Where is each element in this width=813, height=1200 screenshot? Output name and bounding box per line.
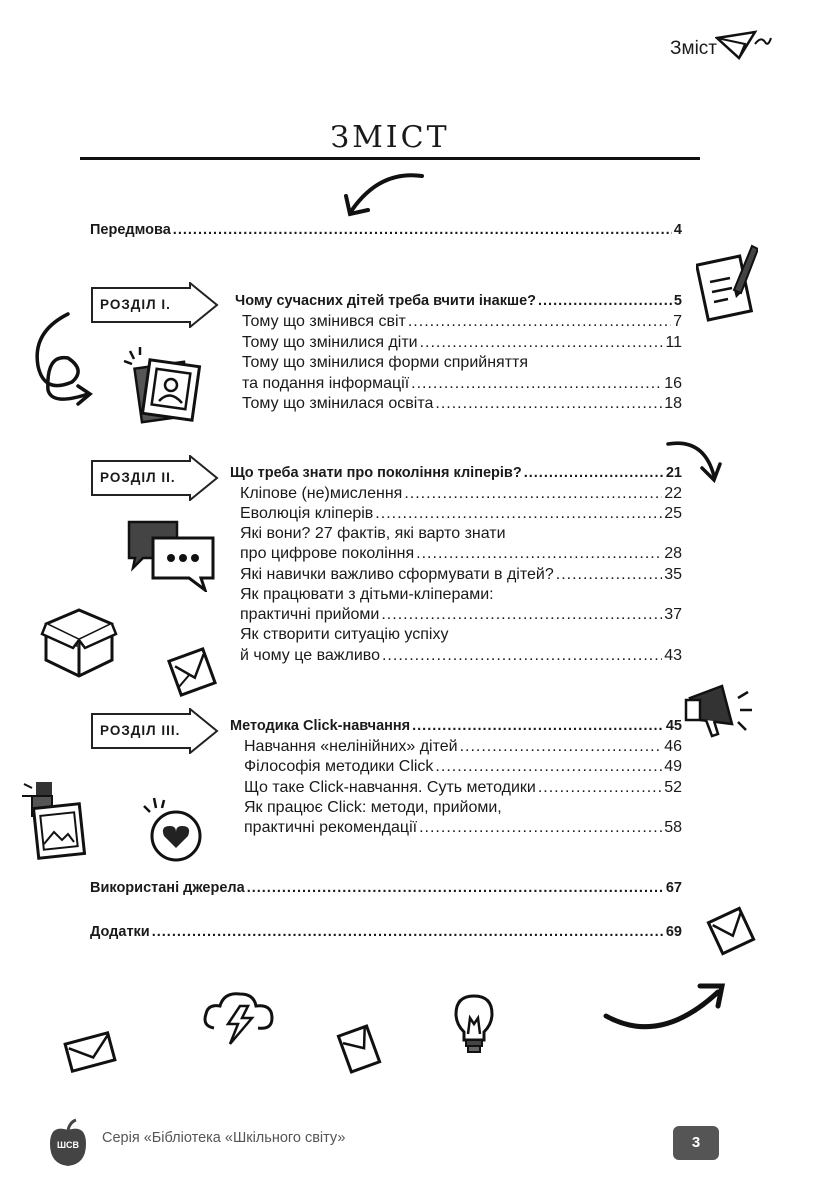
toc-entry-text: Кліпове (не)мислення [240, 485, 403, 502]
section-badge-2-holder [90, 455, 200, 501]
swoosh-arrow-icon [600, 976, 730, 1036]
storm-cloud-icon [200, 986, 280, 1048]
toc-foreword[interactable] [90, 222, 682, 238]
leader-dots [375, 505, 662, 523]
leader-dots [419, 819, 662, 837]
leader-dots [408, 313, 671, 331]
toc-entry-text: практичні рекомендації [244, 819, 418, 836]
toc-entry-first-line[interactable]: Як працює Click: методи, прийоми, [244, 799, 502, 816]
toc-entry[interactable] [244, 738, 682, 756]
toc-entry-text: Еволюція кліперів [240, 505, 374, 522]
leader-dots [435, 758, 662, 776]
toc-entry-text: про цифрове покоління [240, 545, 415, 562]
toc-title: Передмова [90, 222, 171, 238]
toc-entry-first-line[interactable]: Як створити ситуацію успіху [240, 626, 449, 643]
leader-dots [152, 924, 664, 940]
toc-page: 22 [664, 485, 682, 502]
toc-entry[interactable] [244, 779, 682, 797]
toc-entry[interactable] [244, 819, 682, 837]
section-label-1: РОЗДІЛ I. [100, 297, 171, 312]
toc-entry[interactable] [242, 313, 682, 331]
curved-arrow-right-icon [664, 436, 724, 486]
page-number: 3 [673, 1126, 719, 1160]
toc-appendix[interactable] [90, 924, 682, 940]
toc-entry[interactable] [240, 606, 682, 624]
leader-dots [416, 545, 662, 563]
leader-dots [435, 395, 662, 413]
toc-entry-text: Тому що змінився світ [242, 313, 406, 330]
leader-dots [173, 222, 672, 238]
toc-entry[interactable] [244, 758, 682, 776]
toc-entry[interactable] [240, 505, 682, 523]
toc-page: 4 [673, 222, 682, 238]
spray-frame-icon [22, 776, 88, 862]
section-badge-3-holder [90, 708, 200, 754]
leader-dots [538, 779, 662, 797]
notepad-pencil-icon [696, 238, 758, 328]
envelope-icon [166, 644, 218, 700]
envelope-icon [706, 906, 758, 958]
toc-title: Використані джерела [90, 880, 245, 896]
toc-page: 18 [664, 395, 682, 412]
toc-entry-text: й чому це важливо [240, 647, 380, 664]
toc-title: Методика Click-навчання [230, 718, 411, 734]
toc-entry[interactable] [240, 647, 682, 665]
toc-section-3-title[interactable] [230, 718, 682, 734]
toc-page: 5 [673, 293, 682, 309]
leader-dots [382, 647, 662, 665]
chat-bubbles-icon [125, 518, 217, 592]
toc-page: 67 [665, 880, 682, 896]
toc-page: 21 [665, 465, 682, 481]
toc-page: 52 [664, 779, 682, 796]
section-badge-1-holder [90, 282, 200, 328]
toc-entry-first-line[interactable]: Які вони? 27 фактів, які варто знати [240, 525, 506, 542]
toc-entry[interactable] [240, 485, 682, 503]
toc-entry-text: практичні прийоми [240, 606, 380, 623]
paper-plane-icon [715, 30, 773, 64]
toc-page: 25 [664, 505, 682, 522]
toc-page: 46 [664, 738, 682, 755]
toc-page: 37 [664, 606, 682, 623]
toc-entry[interactable] [242, 395, 682, 413]
toc-sources[interactable] [90, 880, 682, 896]
leader-dots [420, 334, 664, 352]
toc-page: 16 [664, 375, 682, 392]
box-icon [40, 602, 118, 682]
toc-entry[interactable] [240, 566, 682, 584]
envelope-icon [60, 1030, 122, 1074]
page-title: ЗМІСТ [330, 120, 450, 155]
toc-title: Додатки [90, 924, 150, 940]
leader-dots [460, 738, 663, 756]
toc-section-2-title[interactable] [230, 465, 682, 481]
toc-page: 28 [664, 545, 682, 562]
leader-dots [404, 485, 662, 503]
leader-dots [381, 606, 662, 624]
toc-entry-text: Навчання «нелінійних» дітей [244, 738, 458, 755]
title-underline [80, 157, 700, 160]
toc-page: 43 [664, 647, 682, 664]
leader-dots [556, 566, 662, 584]
section-label-3: РОЗДІЛ III. [100, 723, 181, 738]
toc-entry[interactable] [240, 545, 682, 563]
megaphone-icon [684, 680, 754, 748]
toc-page: 35 [664, 566, 682, 583]
toc-entry-first-line[interactable]: Як працювати з дітьми-кліперами: [240, 586, 494, 603]
toc-page: 58 [664, 819, 682, 836]
toc-entry-text: Тому що змінилися діти [242, 334, 418, 351]
publisher-logo-holder [46, 1118, 90, 1168]
curly-arrow-icon [28, 308, 100, 412]
leader-dots [411, 375, 662, 393]
toc-entry-first-line[interactable]: Тому що змінилися форми сприйняття [242, 354, 529, 371]
leader-dots [412, 718, 664, 734]
toc-page: 69 [665, 924, 682, 940]
toc-entry-text: Що таке Click-навчання. Суть методики [244, 779, 536, 796]
section-label-2: РОЗДІЛ II. [100, 470, 176, 485]
running-title: Зміст [670, 38, 717, 59]
curved-arrow-icon [340, 170, 430, 220]
page-title-wrap [80, 120, 700, 155]
toc-entry-text: Які навички важливо сформувати в дітей? [240, 566, 554, 583]
leader-dots [538, 293, 672, 309]
toc-entry-text: Тому що змінилася освіта [242, 395, 434, 412]
lightbulb-icon [446, 990, 502, 1058]
toc-entry-text: Філософія методики Click [244, 758, 434, 775]
photo-frame-icon [122, 345, 204, 427]
leader-dots [524, 465, 664, 481]
toc-section-1-title[interactable] [235, 293, 682, 309]
toc-entry-text: та подання інформації [242, 375, 410, 392]
series-name: Серія «Бібліотека «Шкільного світу» [102, 1130, 346, 1146]
toc-entry[interactable] [242, 334, 682, 352]
toc-title: Чому сучасних дітей треба вчити інакше? [235, 293, 536, 309]
toc-page: 49 [664, 758, 682, 775]
toc-title: Що треба знати про покоління кліперів? [230, 465, 522, 481]
logo-text: ШСВ [56, 1140, 80, 1150]
leader-dots [247, 880, 664, 896]
envelope-icon [336, 1020, 386, 1078]
toc-entry[interactable] [242, 375, 682, 393]
toc-page: 11 [665, 334, 682, 351]
toc-page: 45 [665, 718, 682, 734]
toc-page: 7 [673, 313, 682, 330]
heart-bubble-icon [140, 796, 208, 866]
